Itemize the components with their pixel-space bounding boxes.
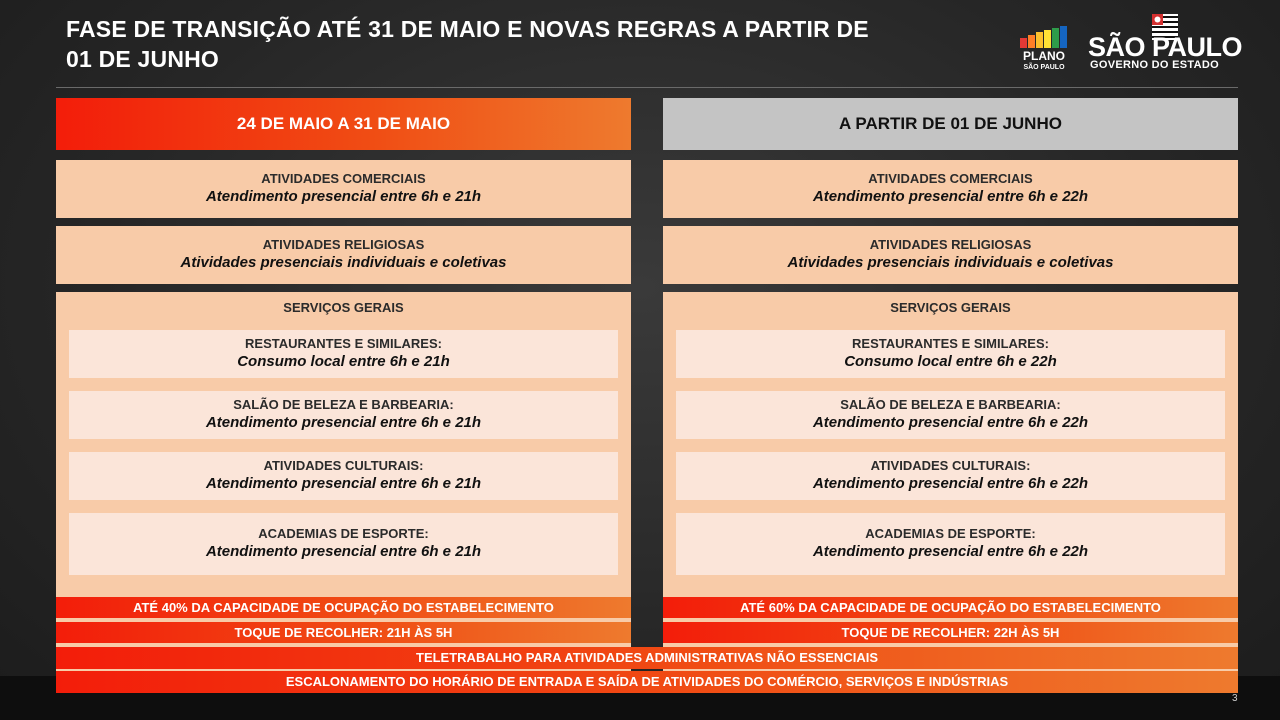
left-salao-label: SALÃO DE BELEZA E BARBEARIA: [233, 397, 454, 412]
page-title [66, 14, 966, 74]
right-salao-box [676, 391, 1225, 439]
governo-sp-logo [1088, 14, 1243, 74]
left-religiosas-label: ATIVIDADES RELIGIOSAS [262, 237, 425, 252]
plano-logo-name: PLANO [1023, 49, 1065, 63]
right-religiosas-box [663, 226, 1238, 284]
right-toque-bar: TOQUE DE RECOLHER: 22H ÀS 5H [663, 622, 1238, 643]
left-religiosas-value: Atividades presenciais individuais e coletivas [180, 254, 507, 271]
left-salao-box [69, 391, 618, 439]
right-restaurantes-label: RESTAURANTES E SIMILARES: [852, 336, 1049, 351]
left-column [56, 98, 631, 560]
right-restaurantes-value: Consumo local entre 6h e 22h [844, 353, 1057, 370]
page-number: 3 [1232, 693, 1238, 704]
right-culturais-label: ATIVIDADES CULTURAIS: [870, 458, 1031, 473]
right-religiosas-value: Atividades presenciais individuais e coletivas [787, 254, 1114, 271]
right-comerciais-label: ATIVIDADES COMERCIAIS [868, 171, 1033, 186]
right-salao-label: SALÃO DE BELEZA E BARBEARIA: [840, 397, 1061, 412]
left-comerciais-label: ATIVIDADES COMERCIAIS [261, 171, 426, 186]
left-culturais-label: ATIVIDADES CULTURAIS: [263, 458, 424, 473]
right-salao-value: Atendimento presencial entre 6h e 22h [812, 414, 1089, 431]
right-academias-box [676, 513, 1225, 575]
page-title-line2: 01 DE JUNHO [66, 46, 220, 72]
right-comerciais-box [663, 160, 1238, 218]
left-religiosas-box [56, 226, 631, 284]
left-culturais-box [69, 452, 618, 500]
right-restaurantes-box [676, 330, 1225, 378]
left-servicos-label: SERVIÇOS GERAIS [283, 300, 404, 315]
left-restaurantes-box [69, 330, 618, 378]
sp-logo-name: SÃO PAULO [1088, 32, 1243, 62]
left-comerciais-value: Atendimento presencial entre 6h e 21h [205, 188, 482, 205]
left-academias-box [69, 513, 618, 575]
left-restaurantes-label: RESTAURANTES E SIMILARES: [245, 336, 442, 351]
right-culturais-value: Atendimento presencial entre 6h e 22h [812, 475, 1089, 492]
page-title-line1: FASE DE TRANSIÇÃO ATÉ 31 DE MAIO E NOVAS REGRAS A PARTIR DE [66, 16, 869, 42]
left-comerciais-box [56, 160, 631, 218]
teletrabalho-bar: TELETRABALHO PARA ATIVIDADES ADMINISTRATIVAS NÃO ESSENCIAIS [56, 647, 1238, 669]
left-culturais-value: Atendimento presencial entre 6h e 21h [205, 475, 482, 492]
left-academias-label: ACADEMIAS DE ESPORTE: [258, 526, 429, 541]
right-column [663, 98, 1238, 560]
plano-bars-icon [1020, 26, 1068, 48]
right-academias-value: Atendimento presencial entre 6h e 22h [812, 543, 1089, 560]
plano-sao-paulo-logo [1016, 26, 1070, 76]
right-comerciais-value: Atendimento presencial entre 6h e 22h [812, 188, 1089, 205]
right-capacidade-bar: ATÉ 60% DA CAPACIDADE DE OCUPAÇÃO DO ESTABELECIMENTO [663, 597, 1238, 618]
right-servicos-label: SERVIÇOS GERAIS [890, 300, 1011, 315]
sp-logo-sub: GOVERNO DO ESTADO [1090, 59, 1219, 71]
right-religiosas-label: ATIVIDADES RELIGIOSAS [869, 237, 1032, 252]
left-capacidade-bar: ATÉ 40% DA CAPACIDADE DE OCUPAÇÃO DO ESTABELECIMENTO [56, 597, 631, 618]
right-culturais-box [676, 452, 1225, 500]
right-column-header: A PARTIR DE 01 DE JUNHO [663, 98, 1238, 150]
left-toque-bar: TOQUE DE RECOLHER: 21H ÀS 5H [56, 622, 631, 643]
left-restaurantes-value: Consumo local entre 6h e 21h [237, 353, 450, 370]
left-salao-value: Atendimento presencial entre 6h e 21h [205, 414, 482, 431]
right-academias-label: ACADEMIAS DE ESPORTE: [865, 526, 1036, 541]
escalonamento-bar: ESCALONAMENTO DO HORÁRIO DE ENTRADA E SAÍDA DE ATIVIDADES DO COMÉRCIO, SERVIÇOS E INDÚSTRIAS [56, 671, 1238, 693]
left-academias-value: Atendimento presencial entre 6h e 21h [205, 543, 482, 560]
left-column-header: 24 DE MAIO A 31 DE MAIO [56, 98, 631, 150]
plano-logo-sub: SÃO PAULO [1023, 64, 1065, 71]
header-divider [56, 87, 1238, 88]
